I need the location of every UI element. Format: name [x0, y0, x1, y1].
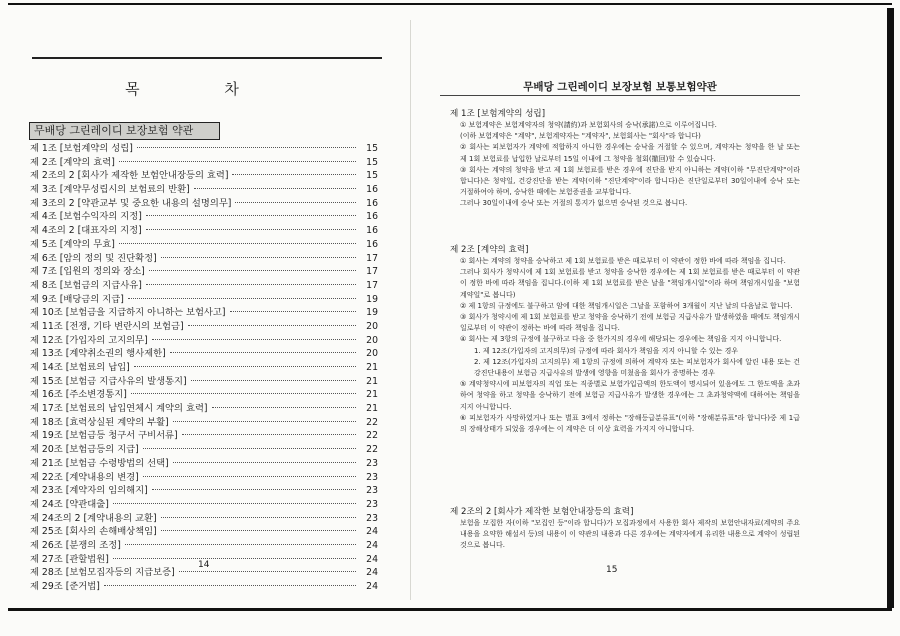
toc-dot-leader: [119, 161, 356, 162]
article-subitem: 2. 제 12조(가입자의 고지의무) 제 1항의 규정에 의하여 계약자 또는 피보험자가 회사에 알린 내용 또는 건강진단내용이 보험금 지급사유의 발생에 영향을 미쳤음을 회사가 증명하는 경우: [474, 357, 800, 378]
toc-entry-page: 23: [366, 512, 378, 524]
title-rule: [440, 95, 800, 96]
toc-entry-label: 제 26조 [분쟁의 조정]: [30, 539, 121, 551]
toc-entry-label: 제 13조 [계약취소권의 행사제한]: [30, 348, 166, 360]
toc-entry: [30, 169, 378, 183]
toc-entry: [30, 142, 378, 156]
toc-entry-label: 제 11조 [전쟁, 기타 변란시의 보험금]: [30, 320, 184, 332]
toc-entry-page: 15: [366, 156, 378, 168]
toc-entry-page: 20: [366, 320, 378, 332]
toc-entry-label: 제 2조의 2 [회사가 제작한 보험안내장등의 효력]: [30, 170, 229, 182]
toc-dot-leader: [125, 544, 356, 545]
toc-entry-page: 22: [366, 444, 378, 456]
article-paragraph: ① 보험계약은 보험계약자의 청약(請約)과 보험회사의 승낙(承諾)으로 이루어집니다.: [460, 121, 717, 129]
toc-entry-page: 16: [366, 225, 378, 237]
article-paragraph: (이하 보험계약은 "계약", 보험계약자는 "계약자", 보험회사는 "회사"라 합니다): [460, 132, 701, 141]
toc-entry-label: 제 24조의 2 [계약내용의 교환]: [30, 512, 157, 524]
toc-entry-label: 제 24조 [약관대출]: [30, 498, 109, 510]
toc-entry-page: 24: [366, 539, 378, 551]
article-paragraph: ③ 회사는 계약의 청약을 받고 제 1회 보험료를 받은 경우에 진단을 받지 아니하는 계약(이하 "무진단계약"이라 합니다)은 청약일, 건강진단을 받는 계약(이하 "진단계약"이라 합니다)은 진단일로부터 30일이내에 승낙 또는 거절하여야 하며, 승낙한 때에는 보험증권을 교부합니다.: [460, 165, 800, 197]
toc-entry-label: 제 4조 [보험수익자의 지정]: [30, 211, 142, 223]
document-title: 무배당 그린레이디 보장보험 보통보험약관: [523, 81, 717, 93]
toc-entry-page: 17: [366, 279, 378, 291]
toc-page: [22, 42, 378, 592]
toc-dot-leader: [232, 174, 356, 175]
toc-entry: [30, 279, 378, 293]
toc-entry-label: 제 10조 [보험금을 지급하지 아니하는 보험사고]: [30, 307, 226, 319]
toc-entry: [30, 197, 378, 211]
toc-entry-page: 20: [366, 348, 378, 360]
toc-dot-leader: [146, 284, 356, 285]
toc-dot-leader: [113, 558, 356, 559]
toc-entry: [30, 252, 378, 266]
article-paragraph: ⑤ 계약청약시에 피보험자의 직업 또는 직종별로 보험가입금액의 한도액이 명시되어 있음에도 그 한도액을 초과하여 청약을 하고 청약을 승낙하기 전에 보험금 지급사유가 발생한 경우에는 그 초과청약액에 대하여는 책임을 지지 아니합니다.: [460, 380, 800, 411]
toc-entry-page: 21: [366, 403, 378, 415]
toc-entry: [30, 375, 378, 389]
toc-entry-page: 22: [366, 430, 378, 442]
toc-entry-page: 16: [366, 238, 378, 250]
toc-dot-leader: [137, 147, 356, 148]
article-heading: 제 1조 [보험계약의 성립]: [450, 109, 546, 119]
toc-entry-page: 23: [366, 457, 378, 469]
right-scan-edge: [887, 8, 894, 608]
toc-entry-label: 제 1조 [보험계약의 성립]: [30, 143, 133, 154]
toc-list: [30, 142, 378, 594]
toc-entry: [30, 539, 378, 553]
article-paragraph: ② 제 1항의 규정에도 불구하고 암에 대한 책임개시일은 그날을 포함하여 3개월이 지난 날의 다음날로 합니다.: [460, 301, 793, 310]
toc-entry-label: 제 25조 [회사의 손해배상책임]: [30, 526, 157, 538]
toc-entry-label: 제 12조 [가입자의 고지의무]: [30, 334, 148, 346]
toc-dot-leader: [212, 407, 356, 408]
toc-entry-label: 제 8조 [보험금의 지급사유]: [30, 279, 142, 291]
toc-entry-page: 23: [366, 498, 378, 510]
toc-dot-leader: [230, 311, 356, 312]
toc-entry: [30, 306, 378, 320]
toc-dot-leader: [104, 585, 356, 586]
toc-dot-leader: [191, 380, 356, 381]
toc-entry-page: 24: [366, 526, 378, 538]
article-paragraph: 그러나 30일이내에 승낙 또는 거절의 통지가 없으면 승낙된 것으로 봅니다.: [460, 199, 688, 208]
article-paragraph: 그러나 회사가 청약시에 제 1회 보험료를 받고 청약을 승낙한 경우에는 제 1회 보험료를 받은 때로부터 이 약관이 정한 바에 따라 책임을 집니다.(이하 제 1회 보험료를 받은 날을 "책임개시일"이라 하며 책임개시일을 "보험계약일"로 봅니다): [460, 268, 800, 299]
toc-dot-leader: [149, 270, 356, 271]
toc-dot-leader: [161, 257, 356, 258]
toc-entry-page: 21: [366, 362, 378, 373]
toc-dot-leader: [194, 188, 356, 189]
toc-entry-label: 제 5조 [계약의 무효]: [30, 238, 115, 250]
toc-entry-label: 제 6조 [암의 정의 및 진단확정]: [30, 252, 157, 264]
toc-title: 목 차: [125, 80, 279, 98]
article-paragraph: 보험을 모집한 자(이하 "모집인 등"이라 합니다)가 모집과정에서 사용한 회사 제작의 보험안내자료(계약의 주요내용을 요약한 해설서 등)의 내용이 이 약관의 내용과 다른 경우에는 계약자에게 유리한 내용으로 계약이 성립된 것으로 봅니다.: [460, 519, 800, 550]
toc-entry: [30, 512, 378, 526]
article-subitem: 1. 제 12조(가입자의 고지의무)의 규정에 따라 회사가 책임을 지지 아니할 수 있는 경우: [474, 346, 739, 355]
toc-entry-page: 24: [366, 581, 378, 592]
toc-entry-page: 21: [366, 389, 378, 401]
toc-dot-leader: [170, 352, 356, 353]
toc-entry-page: 19: [366, 307, 378, 319]
toc-entry: [30, 471, 378, 485]
toc-entry-label: 제 23조 [계약자의 임의해지]: [30, 485, 148, 497]
article-2-2: [450, 505, 800, 552]
toc-dot-leader: [173, 421, 356, 422]
policy-page: [440, 55, 800, 595]
toc-entry: [30, 580, 378, 594]
toc-entry-label: 제 22조 [계약내용의 변경]: [30, 471, 139, 483]
toc-entry: [30, 347, 378, 361]
page-spine: [410, 20, 411, 600]
toc-entry: [30, 484, 378, 498]
toc-entry-page: 23: [366, 471, 378, 483]
toc-entry: [30, 457, 378, 471]
toc-entry-label: 제 14조 [보험료의 납입]: [30, 362, 130, 373]
toc-entry-label: 제 29조 [준거법]: [30, 581, 100, 592]
toc-entry: [30, 210, 378, 224]
toc-dot-leader: [182, 434, 356, 435]
toc-entry: [30, 443, 378, 457]
toc-dot-leader: [119, 243, 356, 244]
toc-entry-label: 제 3조의 2 [약관교부 및 중요한 내용의 설명의무]: [30, 197, 232, 209]
toc-dot-leader: [188, 325, 356, 326]
article-1: [450, 107, 800, 210]
toc-entry: [30, 402, 378, 416]
toc-dot-leader: [173, 462, 356, 463]
toc-dot-leader: [128, 298, 356, 299]
toc-entry-label: 제 4조의 2 [대표자의 지정]: [30, 225, 142, 237]
toc-entry: [30, 183, 378, 197]
toc-dot-leader: [152, 339, 356, 340]
toc-dot-leader: [143, 476, 356, 477]
toc-entry-label: 제 16조 [주소변경통지]: [30, 389, 127, 401]
toc-entry-label: 제 28조 [보험모집자등의 지급보증]: [30, 567, 175, 579]
toc-dot-leader: [146, 215, 356, 216]
toc-entry-label: 제 20조 [보험금등의 지급]: [30, 444, 139, 456]
toc-entry: [30, 429, 378, 443]
article-2: [450, 243, 800, 435]
toc-dot-leader: [113, 503, 356, 504]
toc-dot-leader: [146, 229, 356, 230]
toc-dot-leader: [161, 530, 356, 531]
toc-entry-page: 22: [366, 416, 378, 428]
toc-entry: [30, 525, 378, 539]
toc-entry-page: 20: [366, 334, 378, 346]
toc-dot-leader: [152, 489, 356, 490]
toc-entry: [30, 498, 378, 512]
toc-dot-leader: [134, 366, 356, 367]
bottom-border-line: [8, 608, 892, 611]
toc-entry-label: 제 3조 [계약무성립시의 보험료의 반환]: [30, 184, 190, 196]
article-paragraph: ⑥ 피보험자가 사망하였거나 또는 별표 3에서 정하는 "장해등급분류표"(이하 "장해분류표"라 합니다)중 제 1급의 장해상태가 되었을 경우에는 이 계약은 더 이상 효력을 가지지 아니합니다.: [460, 413, 800, 434]
toc-entry: [30, 156, 378, 170]
top-border-line: [8, 3, 892, 5]
toc-entry-label: 제 2조 [계약의 효력]: [30, 156, 115, 168]
toc-entry-page: 24: [366, 553, 378, 565]
toc-entry-label: 제 9조 [배당금의 지급]: [30, 293, 124, 305]
article-heading: 제 2조의 2 [회사가 제작한 보험안내장등의 효력]: [450, 507, 634, 517]
toc-entry-page: 15: [366, 170, 378, 182]
toc-entry-label: 제 7조 [입원의 정의와 장소]: [30, 266, 145, 278]
toc-entry-page: 16: [366, 184, 378, 196]
toc-entry-label: 제 17조 [보험료의 납입연체시 계약의 효력]: [30, 403, 208, 415]
article-paragraph: ① 회사는 계약의 청약을 승낙하고 제 1회 보험료를 받은 때로부터 이 약관이 정한 바에 따라 책임을 집니다.: [460, 257, 786, 265]
page-number-right: 15: [606, 565, 618, 575]
toc-dot-leader: [143, 448, 356, 449]
toc-entry: [30, 238, 378, 252]
toc-entry: [30, 293, 378, 307]
toc-dot-leader: [161, 517, 356, 518]
toc-entry: [30, 416, 378, 430]
toc-entry-label: 제 18조 [효력상실된 계약의 부활]: [30, 416, 169, 428]
toc-top-rule: [32, 57, 382, 59]
toc-dot-leader: [131, 393, 356, 394]
toc-entry-page: 15: [366, 143, 378, 154]
article-paragraph: ④ 회사는 제 3항의 규정에 불구하고 다음 중 한가지의 경우에 해당되는 경우에는 책임을 지지 아니합니다.: [460, 335, 782, 344]
article-paragraph: ③ 회사가 청약시에 제 1회 보험료를 받고 청약을 승낙하기 전에 보험금 지급사유가 발생하였을 때에도 책임개시일로부터 이 약관이 정하는 바에 따라 책임을 집니다.: [460, 313, 800, 333]
page-number-left: 14: [198, 560, 210, 570]
toc-entry: [30, 320, 378, 334]
toc-entry-page: 21: [366, 375, 378, 387]
toc-dot-leader: [235, 202, 356, 203]
toc-entry-page: 17: [366, 266, 378, 278]
article-paragraph: ② 회사는 피보험자가 계약에 적합하지 아니한 경우에는 승낙을 거절할 수 있으며, 계약자는 청약을 한 날 또는 제 1회 보험료를 납입한 날로부터 15일 이내에 그 청약을 철회(撤回)할 수 있습니다.: [460, 143, 800, 163]
toc-entry-label: 제 27조 [관할법원]: [30, 553, 109, 565]
toc-entry-label: 제 15조 [보험금 지급사유의 발생통지]: [30, 375, 187, 387]
toc-entry: [30, 361, 378, 375]
toc-entry-label: 제 19조 [보험금등 청구서 구비서류]: [30, 430, 178, 442]
toc-entry-page: 19: [366, 293, 378, 305]
toc-entry-page: 24: [366, 567, 378, 579]
article-heading: 제 2조 [계약의 효력]: [450, 245, 529, 255]
toc-entry-label: 제 21조 [보험금 수령방법의 선택]: [30, 457, 169, 469]
toc-entry: [30, 265, 378, 279]
toc-entry-page: 16: [366, 197, 378, 209]
toc-entry: [30, 334, 378, 348]
toc-dot-leader: [179, 571, 356, 572]
toc-entry-page: 23: [366, 485, 378, 497]
toc-entry: [30, 224, 378, 238]
toc-section-heading: 무배당 그린레이디 보장보험 약관: [29, 122, 220, 140]
toc-entry-page: 16: [366, 211, 378, 223]
toc-entry-page: 17: [366, 252, 378, 264]
toc-entry: [30, 388, 378, 402]
